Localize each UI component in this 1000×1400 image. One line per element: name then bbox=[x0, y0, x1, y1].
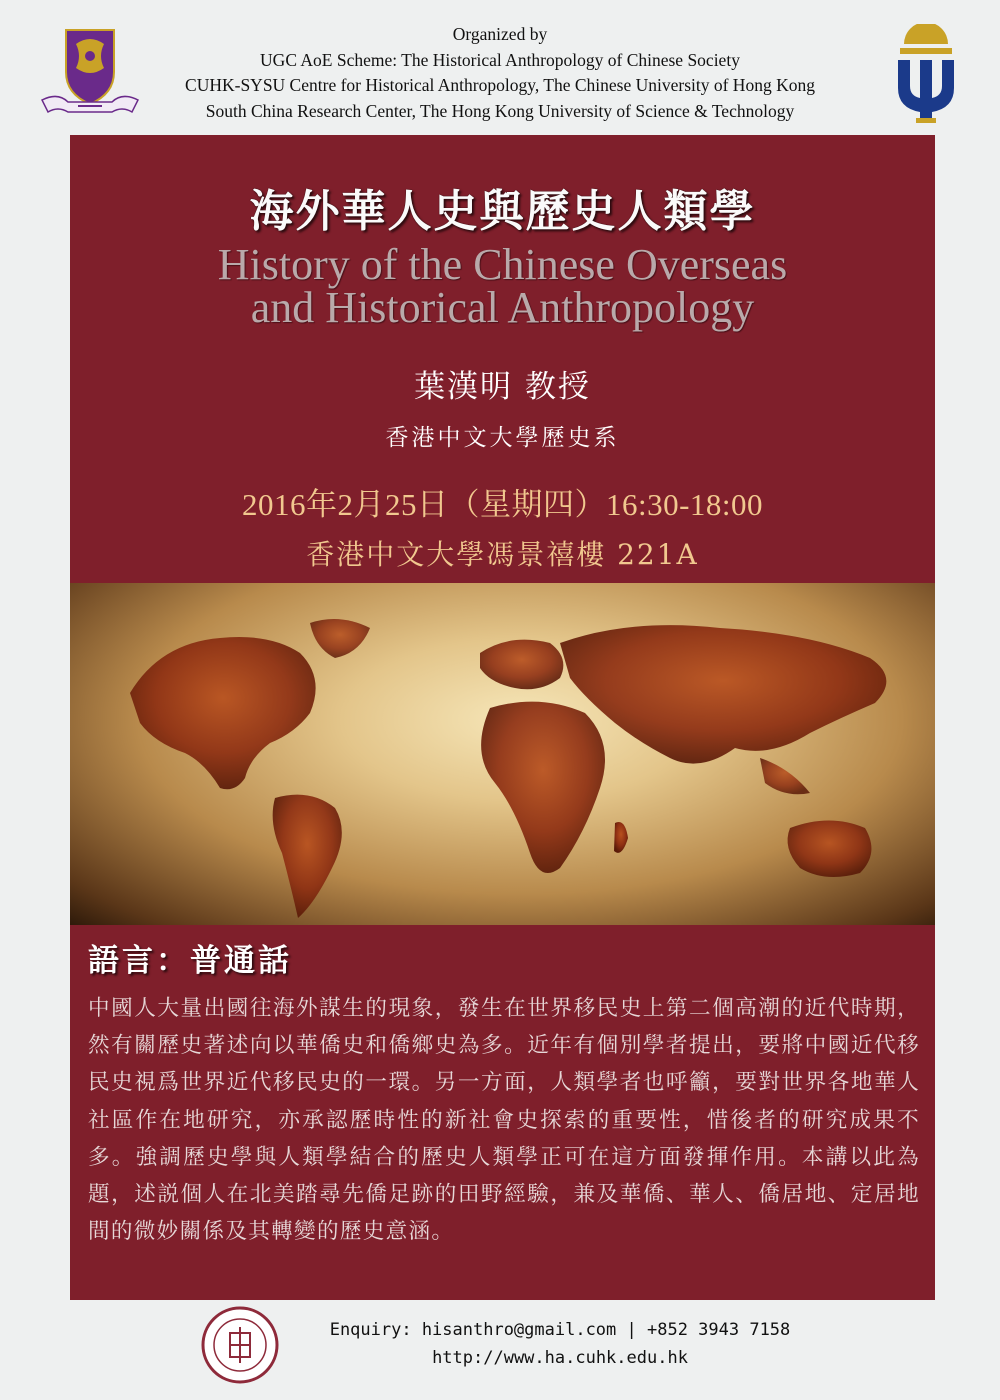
event-title-en bbox=[70, 240, 935, 332]
event-title-zh: 海外華人史與歷史人類學 bbox=[249, 186, 756, 237]
historical-anthropology-seal-icon bbox=[200, 1305, 280, 1385]
event-datetime: 2016年2月25日（星期四）16:30-18:00 bbox=[241, 487, 764, 522]
cuhk-crest-icon bbox=[38, 26, 142, 116]
event-venue: 香港中文大學馮景禧樓 221A bbox=[306, 538, 699, 571]
organized-by-label: Organized by bbox=[452, 24, 548, 44]
poster-header bbox=[0, 0, 1000, 135]
speaker-name: 葉漢明 教授 bbox=[414, 369, 591, 405]
world-map-icon bbox=[70, 583, 935, 925]
organizer-hkust: South China Research Center, The Hong Kong University of Science & Technology bbox=[205, 100, 795, 121]
language-label: 語言：普通話 bbox=[88, 943, 292, 979]
world-map-image bbox=[70, 583, 935, 925]
event-title-en-line2: and Historical Anthropology bbox=[250, 283, 755, 332]
organizer-cuhk-sysu: CUHK-SYSU Centre for Historical Anthropology, The Chinese University of Hong Kong bbox=[185, 75, 815, 95]
enquiry-contact: Enquiry: hisanthro@gmail.com | +852 3943 7158 bbox=[329, 1320, 791, 1340]
organizers-block bbox=[150, 22, 850, 124]
hkust-logo-icon bbox=[890, 24, 962, 124]
organizer-ugc: UGC AoE Scheme: The Historical Anthropology of Chinese Society bbox=[260, 49, 740, 70]
website-link[interactable]: http://www.ha.cuhk.edu.hk bbox=[432, 1348, 688, 1368]
event-panel bbox=[70, 135, 935, 1300]
speaker-affiliation: 香港中文大學歷史系 bbox=[385, 425, 620, 451]
event-abstract: 中國人大量出國往海外謀生的現象，發生在世界移民史上第二個高潮的近代時期，然有關歷史著述向以華僑史和僑鄉史為多。近年有個別學者提出，要將中國近代移民史視爲世界近代移民史的一環。另一方面，人類學者也呼籲，要對世界各地華人社區作在地研究，亦承認歷時性的新社會史探索的重要性，惜後者的研究成果不多。強調歷史學與人類學結合的歷史人類學正可在這方面發揮作用。本講以此為題，述説個人在北美踏尋先僑足跡的田野經驗，兼及華僑、華人、僑居地、定居地間的微妙關係及其轉變的歷史意涵。 bbox=[88, 996, 920, 1245]
event-title-en-line1: History of the Chinese Overseas bbox=[217, 240, 788, 289]
